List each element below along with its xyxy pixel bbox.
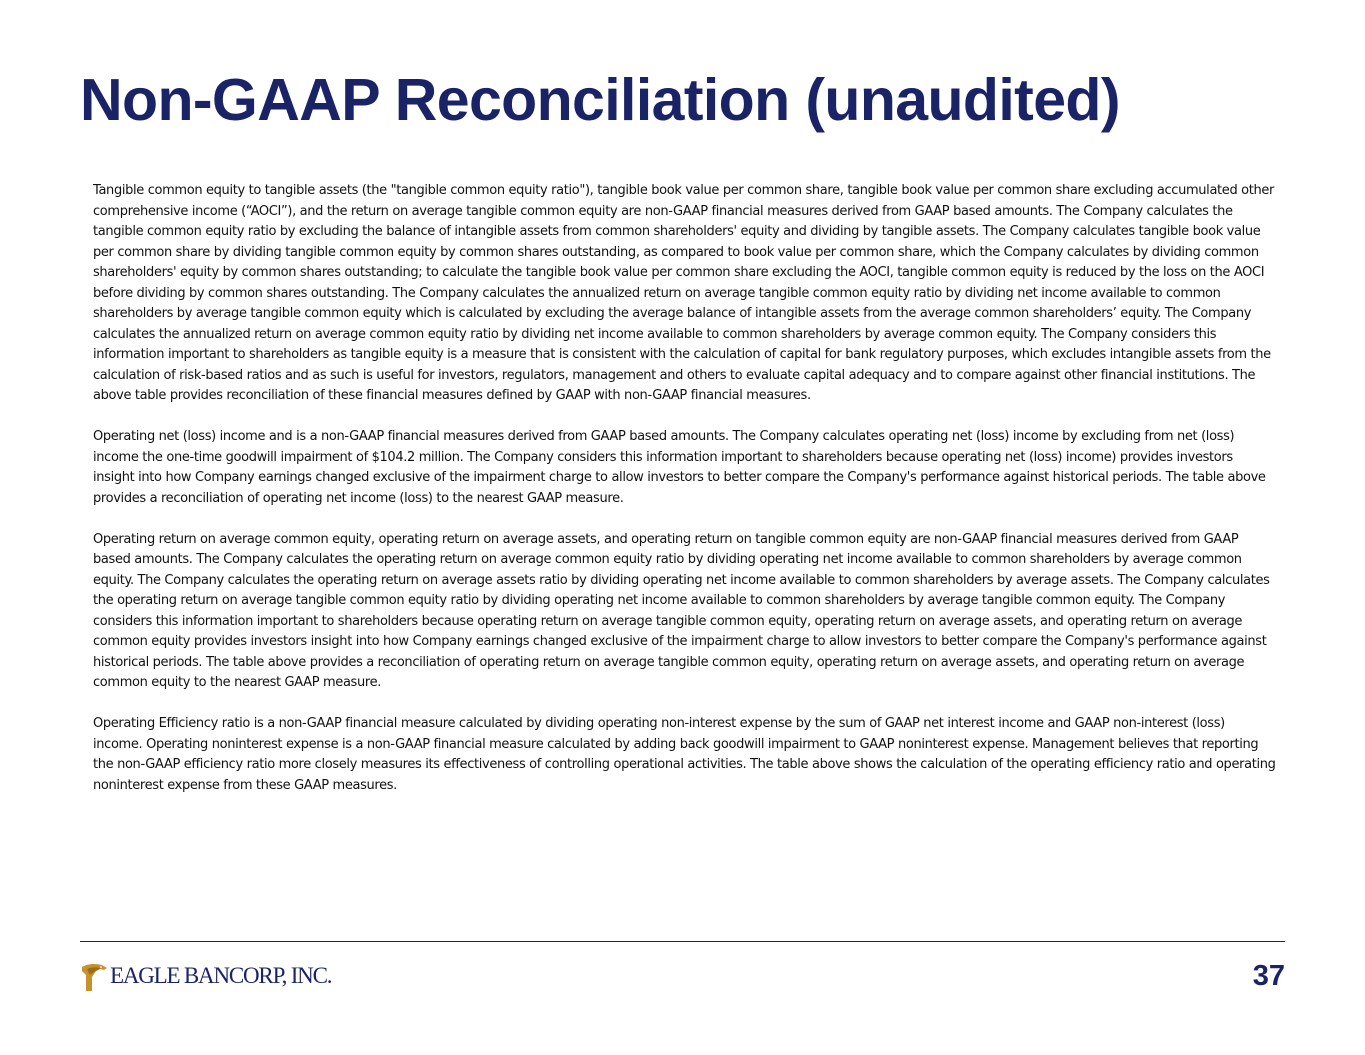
page-title: Non-GAAP Reconciliation (unaudited) [80,67,1120,133]
company-name: EAGLE BANCORP, INC. [110,963,332,988]
eagle-logo-icon [80,961,108,991]
footer-divider [80,941,1285,942]
company-logo [80,960,331,992]
paragraph-operating-efficiency: Operating Efficiency ratio is a non-GAAP financial measure calculated by dividing operating non-interest expense by the sum of GAAP net interest income and GAAP non-interest (loss) income. Operating noninterest expense is a non-GAAP financial measure calculated by adding back goodwill impairment to GAAP noninterest expense. Management believes that reporting the non-GAAP efficiency ratio more closely measures its effectiveness of controlling operational activities. The table above shows the calculation of the operating efficiency ratio and operating noninterest expense from these GAAP measures. [93,716,1276,793]
disclosure-text [93,181,1277,817]
page-number: 37 [1252,960,1285,992]
paragraph-operating-net-income: Operating net (loss) income and is a non-GAAP financial measures derived from GAAP based amounts. The Company calculates operating net (loss) income by excluding from net (loss) income the one-time goodwill impairment of $104.2 million. The Company considers this information important to shareholders because operating net (loss) income) provides investors insight into how Company earnings changed exclusive of the impairment charge to allow investors to better compare the Company's performance against historical periods. The table above provides a reconciliation of operating net income (loss) to the nearest GAAP measure. [93,429,1266,506]
paragraph-tangible-equity: Tangible common equity to tangible assets (the "tangible common equity ratio"), tangible book value per common share, tangible book value per common share excluding accumulated other comprehensive income (“AOCI”), and the return on average tangible common equity are non-GAAP financial measures derived from GAAP based amounts. The Company calculates the tangible common equity ratio by excluding the balance of intangible assets from common shareholders' equity and dividing by tangible assets. The Company calculates tangible book value per common share by dividing tangible common equity by common shares outstanding, as compared to book value per common share, which the Company calculates by dividing common shareholders' equity by common shares outstanding; to calculate the tangible book value per common share excluding the AOCI, tangible common equity is reduced by the loss on the AOCI before dividing by common shares outstanding. The Company calculates the annualized return on average tangible common equity ratio by dividing net income available to common shareholders by average tangible common equity which is calculated by excluding the average balance of intangible assets from the average common shareholders’ equity. The Company calculates the annualized return on average common equity ratio by dividing net income available to common shareholders by average common equity. The Company considers this information important to shareholders as tangible equity is a measure that is consistent with the calculation of capital for bank regulatory purposes, which excludes intangible assets from the calculation of risk-based ratios and as such is useful for investors, regulators, management and others to evaluate capital adequacy and to compare against other financial institutions. The above table provides reconciliation of these financial measures defined by GAAP with non-GAAP financial measures. [93,183,1275,403]
paragraph-operating-returns: Operating return on average common equity, operating return on average assets, and operating return on tangible common equity are non-GAAP financial measures derived from GAAP based amounts. The Company calculates the operating return on average common equity ratio by dividing operating net income available to common shareholders by average common equity. The Company calculates the operating return on average assets ratio by dividing operating net income available to common shareholders by average assets. The Company calculates the operating return on average tangible common equity ratio by dividing operating net income available to common shareholders by average tangible common equity. The Company considers this information important to shareholders because operating return on average tangible common equity, operating return on average assets, and operating return on average common equity provides investors insight into how Company earnings changed exclusive of the impairment charge to allow investors to better compare the Company's performance against historical periods. The table above provides a reconciliation of operating return on average tangible common equity, operating return on average assets, and operating return on average common equity to the nearest GAAP measure. [93,531,1270,690]
